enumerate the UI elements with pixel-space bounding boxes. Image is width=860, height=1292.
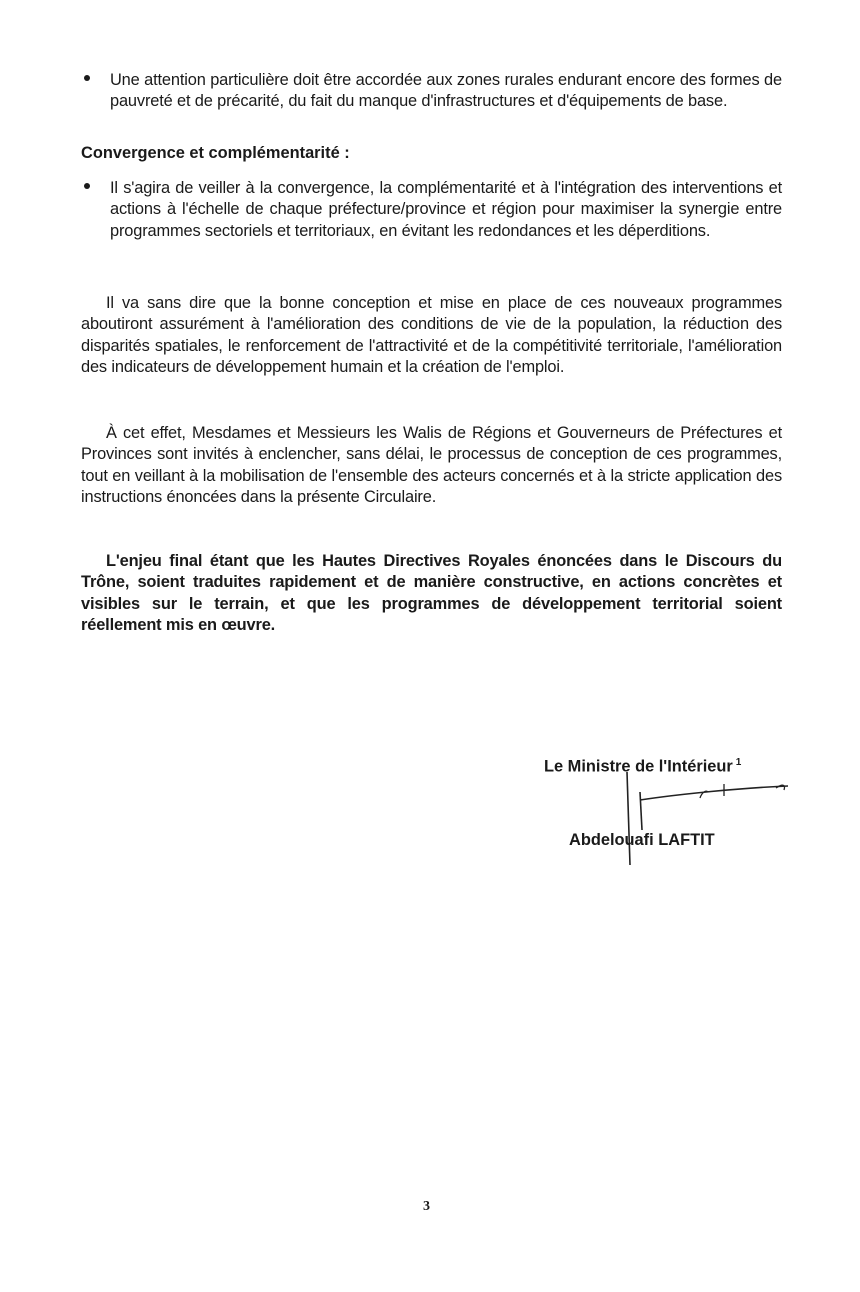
bullet-text: Il s'agira de veiller à la convergence, la complémentarité et à l'intégration des interventions et actions à l'échelle de chaque préfecture/province et région pour maximiser la synergie entre programmes sectoriels et territoriaux, en évitant les redondances et les déperditions. [110, 179, 782, 240]
bullet-icon [84, 183, 90, 189]
footnote-marker: 1 [735, 757, 742, 768]
paragraph-final-issue: L'enjeu final étant que les Hautes Directives Royales énoncées dans le Discours du Trône, soient traduites rapidement et de manière constructive, en actions concrètes et visibles sur le terrain, et que les programmes de développement territorial soient réellement mis en œuvre. [81, 552, 782, 634]
page-number: 3 [423, 1199, 430, 1214]
paragraph-walis: À cet effet, Mesdames et Messieurs les Walis de Régions et Gouverneurs de Préfectures et Provinces sont invités à enclencher, sans délai, le processus de conception de ces programmes, tout en veillant à la mobilisation de l'ensemble des acteurs concernés et à la stricte application des instructions énoncées dans la présente Circulaire. [81, 424, 782, 506]
section-heading: Convergence et complémentarité : [81, 144, 350, 162]
bullet-item-rural-zones [81, 70, 782, 113]
bullet-item-convergence [81, 178, 782, 242]
handwritten-signature-icon [600, 770, 800, 870]
bullet-text: Une attention particulière doit être accordée aux zones rurales endurant encore des formes de pauvreté et de précarité, du fait du manque d'infrastructures et d'équipements de base. [110, 71, 782, 111]
signatory-title-text: Le Ministre de l'Intérieur [544, 757, 733, 776]
signatory-name: Abdelouafi LAFTIT [569, 831, 715, 849]
bullet-icon [84, 75, 90, 81]
paragraph-conception: Il va sans dire que la bonne conception et mise en place de ces nouveaux programmes aboutiront assurément à l'amélioration des conditions de vie de la population, la réduction des disparités spatiales, le renforcement de l'attractivité et de la compétitivité territoriale, l'amélioration des indicateurs de développement humain et la création de l'emploi. [81, 294, 782, 376]
